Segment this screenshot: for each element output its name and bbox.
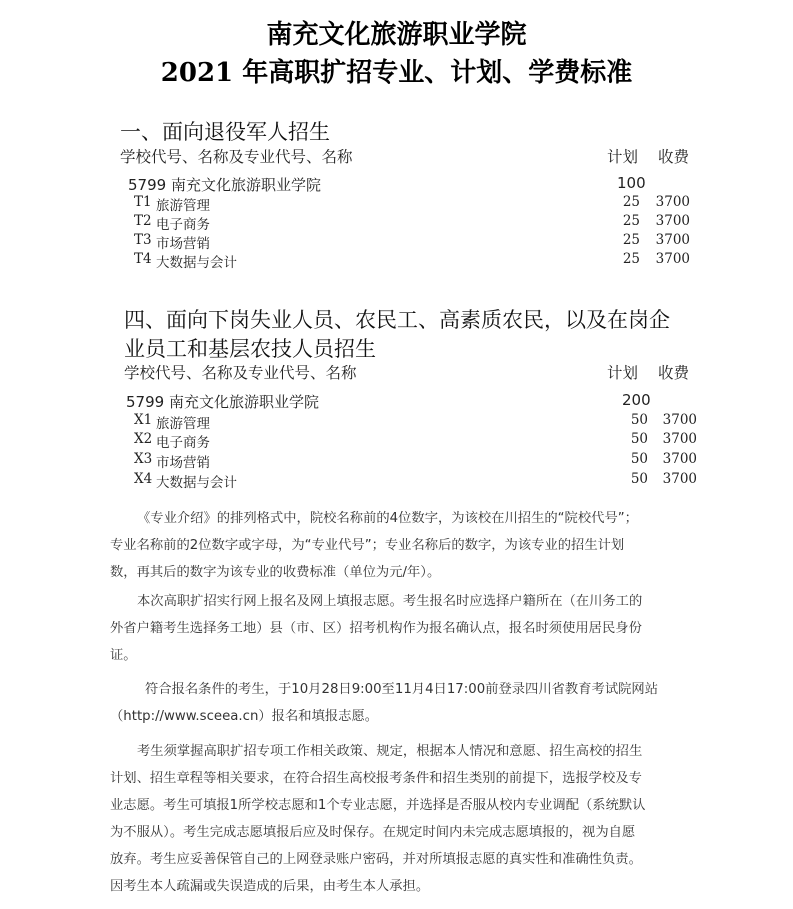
section4-header-plan: 计划	[607, 364, 639, 382]
note-line: 放弃。考生应妥善保管自己的上网登录账户密码，并对所填报志愿的真实性和准确性负责。	[110, 852, 642, 867]
list-item-code: X2	[134, 431, 153, 447]
list-item-code: T2	[134, 213, 152, 229]
page-title: 南充文化旅游职业学院	[266, 20, 527, 50]
list-item-name: 市场营销	[156, 455, 210, 471]
page-subtitle: 2021 年高职扩招专业、计划、学费标准	[160, 58, 633, 88]
list-item-fee: 3700	[655, 194, 690, 210]
list-item-plan: 50	[630, 412, 648, 428]
list-item-plan: 50	[630, 431, 648, 447]
note-line: 计划、招生章程等相关要求，在符合招生高校报考条件和招生类别的前提下，选报学校及专	[110, 771, 642, 786]
list-item-code: X1	[134, 412, 153, 428]
note-line: 证。	[110, 648, 137, 663]
section1-school: 5799 南充文化旅游职业学院	[128, 176, 321, 194]
list-item-name: 旅游管理	[156, 416, 210, 432]
note-line: 业志愿。考生可填报1所学校志愿和1个专业志愿，并选择是否服从校内专业调配（系统默认	[110, 798, 646, 813]
list-item-name: 电子商务	[156, 217, 210, 233]
note-line: 《专业介绍》的排列格式中，院校名称前的4位数字，为该校在川招生的“院校代号”；	[137, 511, 638, 526]
note-line: 数，再其后的数字为该专业的收费标准（单位为元/年）。	[110, 565, 441, 580]
list-item-plan: 50	[630, 471, 648, 487]
section4-header-fee: 收费	[658, 364, 690, 382]
list-item-plan: 25	[622, 213, 640, 229]
note-line: （http://www.sceea.cn）报名和填报志愿。	[110, 709, 379, 724]
list-item-plan: 25	[622, 232, 640, 248]
list-item-fee: 3700	[655, 232, 690, 248]
list-item-code: T1	[134, 194, 152, 210]
list-item-code: T4	[134, 251, 152, 267]
section1-header-label: 学校代号、名称及专业代号、名称	[120, 148, 353, 166]
section1-header-fee: 收费	[658, 148, 690, 166]
list-item-fee: 3700	[662, 431, 697, 447]
list-item-plan: 50	[630, 451, 648, 467]
list-item-name: 旅游管理	[156, 198, 210, 214]
section4-header-label: 学校代号、名称及专业代号、名称	[124, 364, 357, 382]
note-line: 因考生本人疏漏或失误造成的后果，由考生本人承担。	[110, 879, 430, 894]
section1-heading: 一、面向退役军人招生	[120, 120, 330, 144]
section4-heading-line1: 四、面向下岗失业人员、农民工、高素质农民，以及在岗企	[124, 308, 670, 332]
list-item-fee: 3700	[655, 213, 690, 229]
list-item-fee: 3700	[655, 251, 690, 267]
list-item-fee: 3700	[662, 471, 697, 487]
list-item-code: T3	[134, 232, 152, 248]
list-item-plan: 25	[622, 194, 640, 210]
note-line: 符合报名条件的考生，于10月28日9:00至11月4日17:00前登录四川省教育考试院网站	[145, 682, 659, 697]
list-item-fee: 3700	[662, 412, 697, 428]
list-item-name: 市场营销	[156, 236, 210, 252]
list-item-name: 大数据与会计	[156, 475, 237, 491]
section4-school: 5799 南充文化旅游职业学院	[126, 393, 319, 411]
note-line: 本次高职扩招实行网上报名及网上填报志愿。考生报名时应选择户籍所在（在川务工的	[137, 594, 643, 609]
list-item-fee: 3700	[662, 451, 697, 467]
note-line: 为不服从）。考生完成志愿填报后应及时保存。在规定时间内未完成志愿填报的，视为自愿	[110, 825, 636, 840]
section4-school-plan: 200	[622, 391, 651, 409]
note-line: 外省户籍考生选择务工地）县（市、区）招考机构作为报名确认点，报名时须使用居民身份	[110, 621, 642, 636]
note-line: 考生须掌握高职扩招专项工作相关政策、规定，根据本人情况和意愿、招生高校的招生	[137, 744, 643, 759]
list-item-code: X4	[134, 471, 153, 487]
list-item-code: X3	[134, 451, 153, 467]
section1-header-plan: 计划	[607, 148, 639, 166]
list-item-name: 大数据与会计	[156, 255, 237, 271]
section1-school-plan: 100	[617, 174, 646, 192]
list-item-name: 电子商务	[156, 435, 210, 451]
note-line: 专业名称前的2位数字或字母，为“专业代号”；专业名称后的数字，为该专业的招生计划	[110, 538, 625, 553]
section4-heading-line2: 业员工和基层农技人员招生	[124, 337, 376, 361]
list-item-plan: 25	[622, 251, 640, 267]
